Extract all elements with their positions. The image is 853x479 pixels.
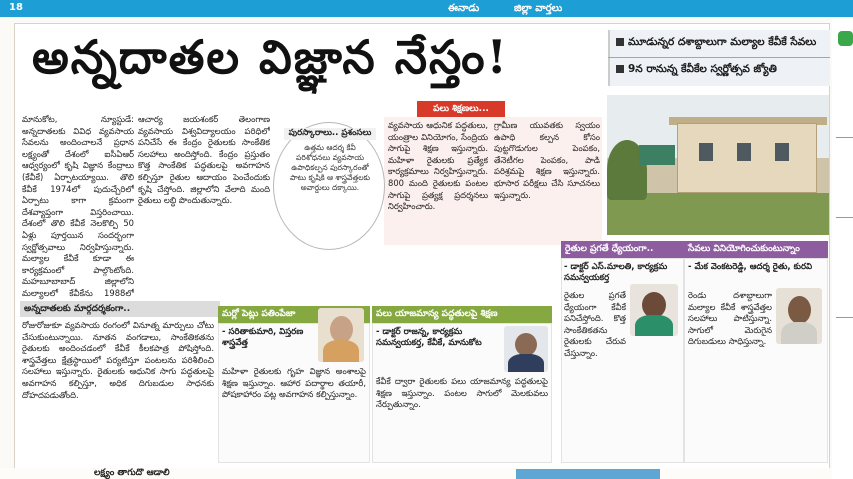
box-3-attribution: - డాక్టర్ ఎస్.మాలతి, కార్యక్రమ సమన్వయకర్త <box>564 262 668 283</box>
column-1: మానుకోట, న్యూస్టుడే: అన్నదాతలకు వివిధ వ్యవసాయ సేవలను అందించాలనే ప్రధాన లక్ష్యంతో దేశంలో ఐసీఏఆర్ ఆధ్వర్యంలో కృషి విజ్ఞాన కేంద్రాలు (కేవీకే) ఏర్పాటయ్యాయి. తొలి కేవీకే 1974లో పుదుచ్చేరిలో ఏర్పాటు కాగా క్రమంగా దేశవ్యాప్తంగా విస్తరించాయి. దేశంలో తొలి కేవీకే నెలకొల్పి 50 ఏళ్లు పూర్తయిన సందర్భంగా స్వర్ణోత్సవాలు నిర్వహిస్తున్నారు. మల్యాల కేవీకే కూడా ఈ కార్యక్రమంలో పాల్గొంటోంది. మహబూబాబాద్ జిల్లాలోని మల్యాలలో కేవీకేను 1988లో <box>22 114 134 298</box>
bullet-icon <box>616 65 624 73</box>
speaker-photo-1 <box>318 308 364 362</box>
signboard-shape <box>639 145 675 165</box>
kvk-building-photo <box>607 95 829 235</box>
subheading: అన్నదాతలకు మార్గదర్శకంగా.. <box>20 301 220 317</box>
section-2-text: రోజురోజుకూ వ్యవసాయ రంగంలో వినూత్న మార్పులు చోటు చేసుకుంటున్నాయి. నూతన వంగడాలు, సాంకేతికతను రైతులకు అందించడంలో కేవీకే కీలకపాత్ర పోషిస్తోంది. శాస్త్రవేత్తలు క్షేత్రస్థాయిలో పర్యటిస్తూ పంటలను పరిశీలించి సలహాలు ఇస్తున్నారు. రైతులకు ఆధునిక సాగు పద్ధతులపై అవగాహన కల్పిస్తూ, అధిక దిగుబడుల సాధనకు దోహదపడుతోంది. <box>22 320 214 400</box>
next-article-teaser: లక్ష్యం తాగుదొ ఆడాలి <box>94 468 170 478</box>
window-shape <box>737 143 751 161</box>
awards-callout <box>273 122 385 250</box>
speaker-photo-4 <box>776 288 822 344</box>
column-4: గ్రామీణ యువతకు స్వయం ఉపాధి కల్పన కోసం పుట్టగొడుగుల పెంపకం, తేనెటీగల పెంపకం, పాడి పరిశ్రమపై శిక్షణ ఇస్తున్నారు. భూసార పరీక్షలు చేసి సూచనలు ఇస్తున్నారు. <box>494 120 600 200</box>
whatsapp-icon <box>838 31 853 46</box>
section-tag: పలు శిక్షణలు... <box>417 101 505 117</box>
headline: అన్నదాతల విజ్ఞాన నేస్తం! <box>32 30 509 84</box>
section-name: జిల్లా వార్తలు <box>514 3 563 14</box>
adjacent-page-edge <box>832 17 853 479</box>
box-4-text: రెండు దశాబ్దాలుగా మల్యాల కేవీకే శాస్త్రవేత్తల సలహాలు పాటిస్తున్నా. సాగులో మెరుగైన దిగుబడులు సాధిస్తున్నా. <box>688 290 772 347</box>
top-bar <box>0 0 853 17</box>
window-shape <box>699 143 713 161</box>
speaker-photo-2 <box>504 326 548 372</box>
ad-strip <box>516 469 660 479</box>
paper-name: ఈనాడు <box>448 3 480 14</box>
speaker-photo-3 <box>630 284 678 336</box>
box-1-text: మహిళా రైతులకు గృహ విజ్ఞాన అంశాలపై శిక్షణ ఇస్తున్నాం. ఆహార పదార్థాల తయారీ, పోషకాహారం పట్ల అవగాహన కల్పిస్తున్నాం. <box>222 366 366 400</box>
column-3: వ్యవసాయ ఆధునిక పద్ధతులు, యంత్రాల వినియోగం, సేంద్రియ సాగుపై శిక్షణ ఇస్తున్నారు. మహిళా రైతులకు ప్రత్యేక కార్యక్రమాలు నిర్వహిస్తున్నారు. 800 మంది రైతులకు పంటల సాగుపై ప్రత్యక్ష ప్రదర్శనలు నిర్వహించారు. <box>388 120 488 212</box>
page-number: 18 <box>9 2 23 13</box>
box-2-attribution: - డాక్టర్ రాజన్న, కార్యక్రమ సమన్వయకర్త, కేవీకే, మానుకోట <box>376 327 482 348</box>
highlight-1: మూడున్నర దశాబ్దాలుగా మల్యాల కేవీకే సేవలు <box>616 36 816 51</box>
highlight-2: 9న రానున్న కేవీకేల స్వర్ణోత్సవ జ్యోతి <box>616 63 777 78</box>
box-4-heading: సేవలు వినియోగించుకుంటున్నాం <box>684 241 828 258</box>
sidebar-highlights <box>608 30 830 86</box>
bullet-icon <box>616 38 624 46</box>
box-3-text: రైతుల ప్రగతే ధ్యేయంగా కేవీకే పనిచేస్తోంది. కొత్త సాంకేతికతను రైతులకు చేరువ చేస్తున్నాం. <box>564 290 626 358</box>
box-2-heading: పలు యాజమాన్య పద్ధతులపై శిక్షణ <box>372 306 552 323</box>
box-1-attribution: - సరితాకుమారి, విస్తరణ శాస్త్రవేత్త <box>222 327 304 348</box>
window-shape <box>775 143 789 161</box>
box-4-attribution: - మేక వెంకటరెడ్డి, ఆదర్శ రైతు, కురవి <box>688 262 813 272</box>
box-2-text: కేవీకే ద్వారా రైతులకు పలు యాజమాన్య పద్ధతులపై శిక్షణ ఇస్తున్నాం. పంటల సాగులో మెలకువలు నేర్పుతున్నాం. <box>376 376 548 410</box>
box-1-heading: మర్లో పెట్లు పతింపేజా <box>218 306 370 323</box>
awards-text: ఉత్తమ ఆదర్శ కేవీ పరిశోధనలు వ్యవసాయ ఉపాధికల్పన పురస్కారంతో పాటు కృషికి ఆ శాస్త్రవేత్తలకు అవార్డులు దక్కాయి. <box>289 143 371 192</box>
box-3-heading: రైతుల ప్రగతే ధ్యేయంగా.. <box>561 241 684 258</box>
awards-title: పురస్కారాలు.. ప్రశంసలు <box>284 128 376 140</box>
column-2: ఆచార్య జయశంకర్ తెలంగాణ వ్యవసాయ విశ్వవిద్యాలయం పరిధిలో పనిచేసే ఈ కేంద్రం రైతులకు సాంకేతిక సలహాలు అందిస్తోంది. కేంద్రం ప్రస్తుతం కొత్త సాంకేతిక పద్ధతులపై అవగాహన కల్పిస్తూ రైతుల ఆదాయం పెంచేందుకు కృషి చేస్తోంది. జిల్లాలోని వేలాది మంది రైతులు లబ్ధి పొందుతున్నారు. <box>138 114 270 206</box>
bottom-strip <box>0 468 853 479</box>
divider <box>608 57 830 58</box>
